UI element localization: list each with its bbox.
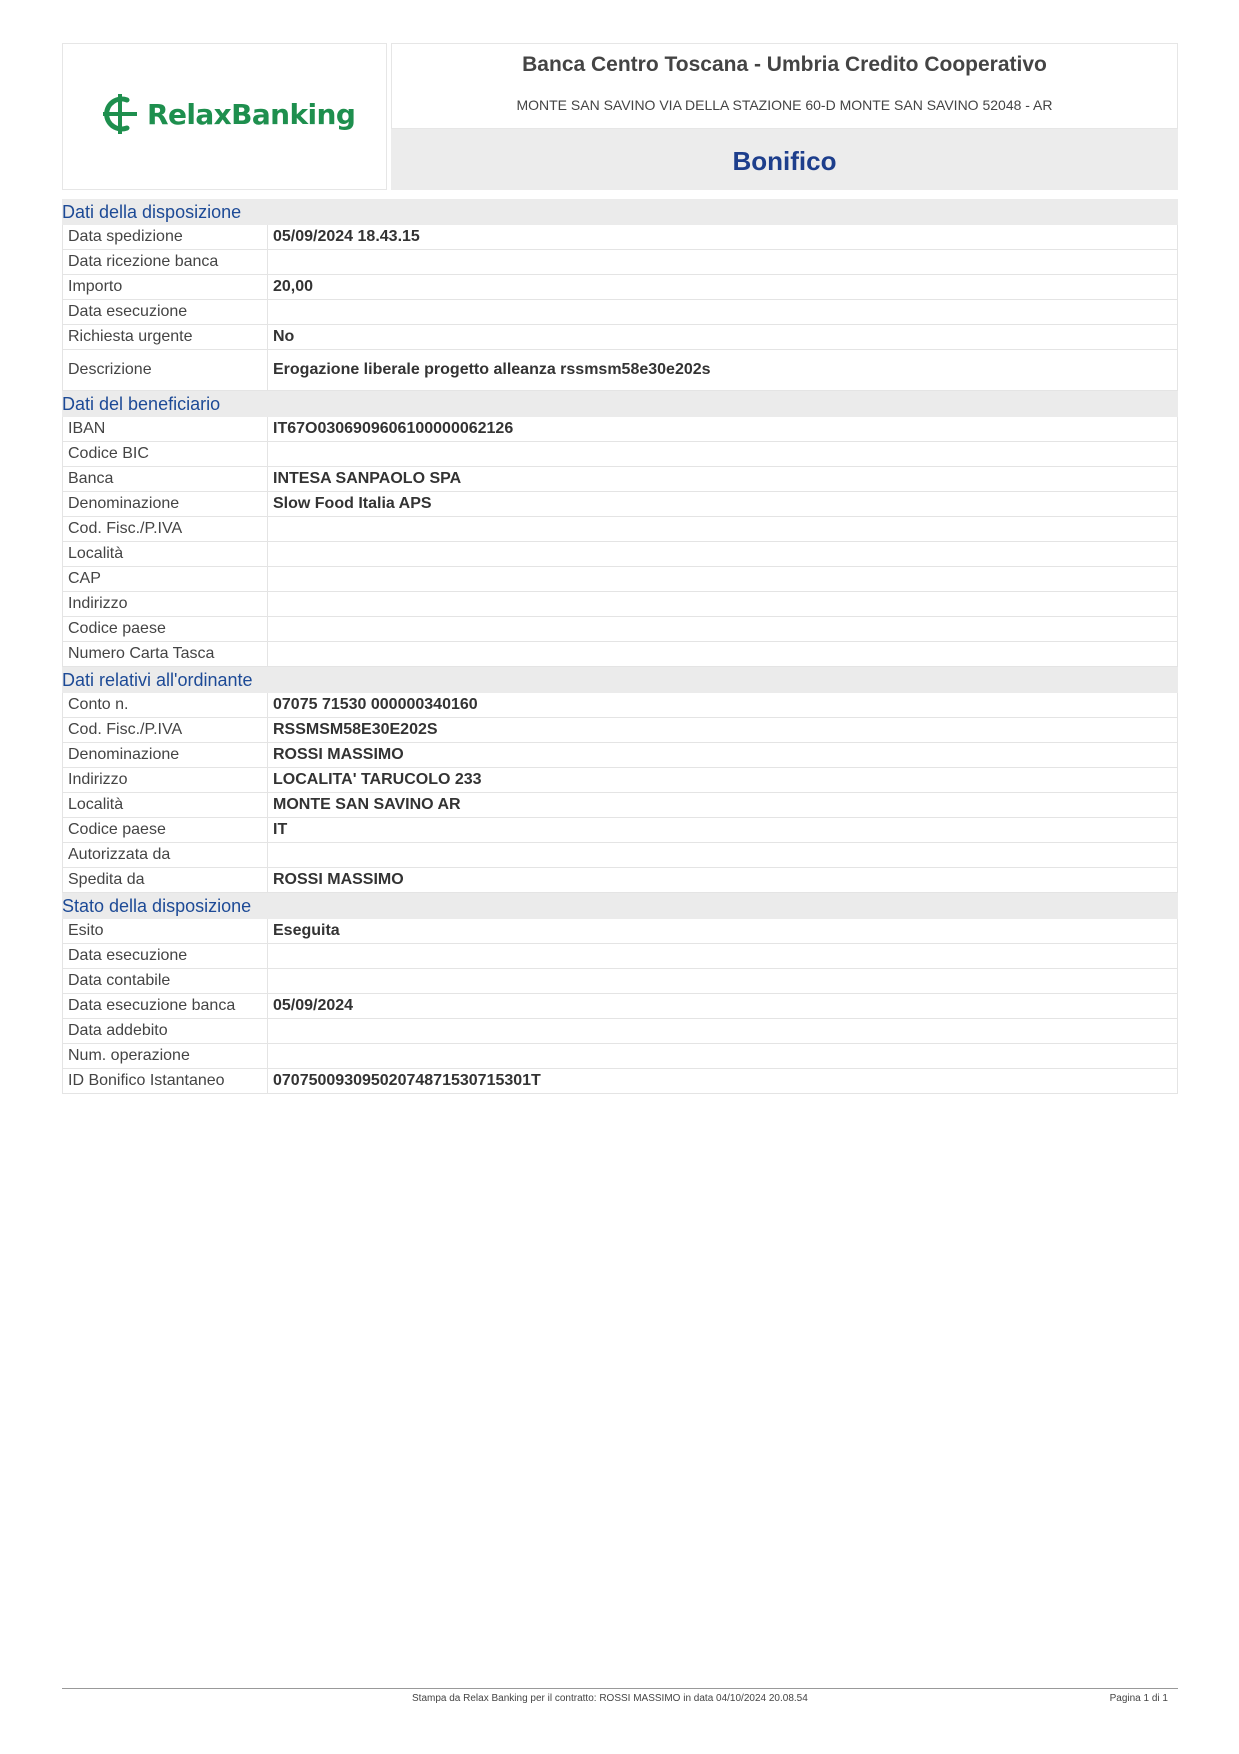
row-label: Data esecuzione <box>62 300 268 324</box>
row-label: Località <box>62 793 268 817</box>
bank-info-box <box>391 43 1178 129</box>
table-row <box>62 617 1178 642</box>
row-value: MONTE SAN SAVINO AR <box>268 793 1178 817</box>
row-label: Esito <box>62 919 268 943</box>
document-title: Bonifico <box>732 146 837 176</box>
row-value: ROSSI MASSIMO <box>268 868 1178 892</box>
row-value <box>268 969 1178 993</box>
table-row <box>62 818 1178 843</box>
row-label: Data spedizione <box>62 225 268 249</box>
row-value <box>268 617 1178 641</box>
table-row <box>62 642 1178 667</box>
table-row <box>62 567 1178 592</box>
row-label: Località <box>62 542 268 566</box>
row-value <box>268 250 1178 274</box>
table-row <box>62 350 1178 391</box>
row-value: Eseguita <box>268 919 1178 943</box>
section-title: Dati relativi all'ordinante <box>62 667 1178 693</box>
row-label: ID Bonifico Istantaneo <box>62 1069 268 1093</box>
table-row <box>62 1069 1178 1094</box>
row-label: Indirizzo <box>62 768 268 792</box>
table-row <box>62 1044 1178 1069</box>
table-row <box>62 417 1178 442</box>
logo-text: RelaxBanking <box>147 97 356 131</box>
row-value <box>268 642 1178 666</box>
row-value: RSSMSM58E30E202S <box>268 718 1178 742</box>
table-row <box>62 325 1178 350</box>
page-footer <box>62 1688 1178 1704</box>
row-label: Data ricezione banca <box>62 250 268 274</box>
row-label: Spedita da <box>62 868 268 892</box>
row-label: Richiesta urgente <box>62 325 268 349</box>
page-number: Pagina 1 di 1 <box>1109 1693 1168 1704</box>
row-label: Cod. Fisc./P.IVA <box>62 517 268 541</box>
table-row <box>62 592 1178 617</box>
table-row <box>62 225 1178 250</box>
row-label: Descrizione <box>62 350 268 390</box>
row-value <box>268 517 1178 541</box>
row-label: Data contabile <box>62 969 268 993</box>
table-row <box>62 793 1178 818</box>
table-row <box>62 944 1178 969</box>
table-row <box>62 517 1178 542</box>
row-label: Conto n. <box>62 693 268 717</box>
section-title: Stato della disposizione <box>62 893 1178 919</box>
section-title: Dati della disposizione <box>62 199 1178 225</box>
table-row <box>62 768 1178 793</box>
row-label: Data esecuzione banca <box>62 994 268 1018</box>
row-value: 07075009309502074871530715301T <box>268 1069 1178 1093</box>
row-label: CAP <box>62 567 268 591</box>
table-row <box>62 743 1178 768</box>
row-value <box>268 1044 1178 1068</box>
table-row <box>62 250 1178 275</box>
detail-tables <box>62 199 1178 1094</box>
table-row <box>62 542 1178 567</box>
print-note: Stampa da Relax Banking per il contratto: ROSSI MASSIMO in data 04/10/2024 20.08.54 <box>412 1693 808 1704</box>
bank-address: MONTE SAN SAVINO VIA DELLA STAZIONE 60-D MONTE SAN SAVINO 52048 - AR <box>516 97 1053 113</box>
row-label: Data esecuzione <box>62 944 268 968</box>
row-value <box>268 300 1178 324</box>
table-row <box>62 718 1178 743</box>
row-label: Autorizzata da <box>62 843 268 867</box>
relaxbanking-logo-icon <box>97 90 143 138</box>
row-value: 05/09/2024 18.43.15 <box>268 225 1178 249</box>
row-label: Numero Carta Tasca <box>62 642 268 666</box>
table-row <box>62 275 1178 300</box>
table-row <box>62 492 1178 517</box>
row-value: Erogazione liberale progetto alleanza rssmsm58e30e202s <box>268 350 1178 390</box>
row-label: IBAN <box>62 417 268 441</box>
row-label: Codice paese <box>62 818 268 842</box>
table-row <box>62 919 1178 944</box>
row-value: 07075 71530 000000340160 <box>268 693 1178 717</box>
section-title: Dati del beneficiario <box>62 391 1178 417</box>
table-row <box>62 843 1178 868</box>
row-value <box>268 944 1178 968</box>
row-label: Codice BIC <box>62 442 268 466</box>
row-value: LOCALITA' TARUCOLO 233 <box>268 768 1178 792</box>
document-title-box <box>391 129 1178 190</box>
row-label: Num. operazione <box>62 1044 268 1068</box>
table-row <box>62 693 1178 718</box>
row-label: Indirizzo <box>62 592 268 616</box>
row-label: Data addebito <box>62 1019 268 1043</box>
row-value <box>268 567 1178 591</box>
table-row <box>62 442 1178 467</box>
row-value: INTESA SANPAOLO SPA <box>268 467 1178 491</box>
table-row <box>62 300 1178 325</box>
row-value <box>268 1019 1178 1043</box>
row-label: Importo <box>62 275 268 299</box>
row-value: Slow Food Italia APS <box>268 492 1178 516</box>
row-label: Denominazione <box>62 743 268 767</box>
row-label: Denominazione <box>62 492 268 516</box>
row-value <box>268 592 1178 616</box>
row-value <box>268 843 1178 867</box>
document-header <box>62 43 1178 190</box>
logo-box <box>62 43 387 190</box>
table-row <box>62 868 1178 893</box>
row-value: IT67O0306909606100000062126 <box>268 417 1178 441</box>
row-value: ROSSI MASSIMO <box>268 743 1178 767</box>
bank-name: Banca Centro Toscana - Umbria Credito Cooperativo <box>522 53 1047 76</box>
table-row <box>62 994 1178 1019</box>
row-value: IT <box>268 818 1178 842</box>
table-row <box>62 467 1178 492</box>
row-value: 05/09/2024 <box>268 994 1178 1018</box>
row-value: No <box>268 325 1178 349</box>
row-value <box>268 542 1178 566</box>
relaxbanking-logo <box>97 90 355 138</box>
row-label: Banca <box>62 467 268 491</box>
table-row <box>62 969 1178 994</box>
table-row <box>62 1019 1178 1044</box>
row-value: 20,00 <box>268 275 1178 299</box>
row-label: Cod. Fisc./P.IVA <box>62 718 268 742</box>
row-value <box>268 442 1178 466</box>
row-label: Codice paese <box>62 617 268 641</box>
